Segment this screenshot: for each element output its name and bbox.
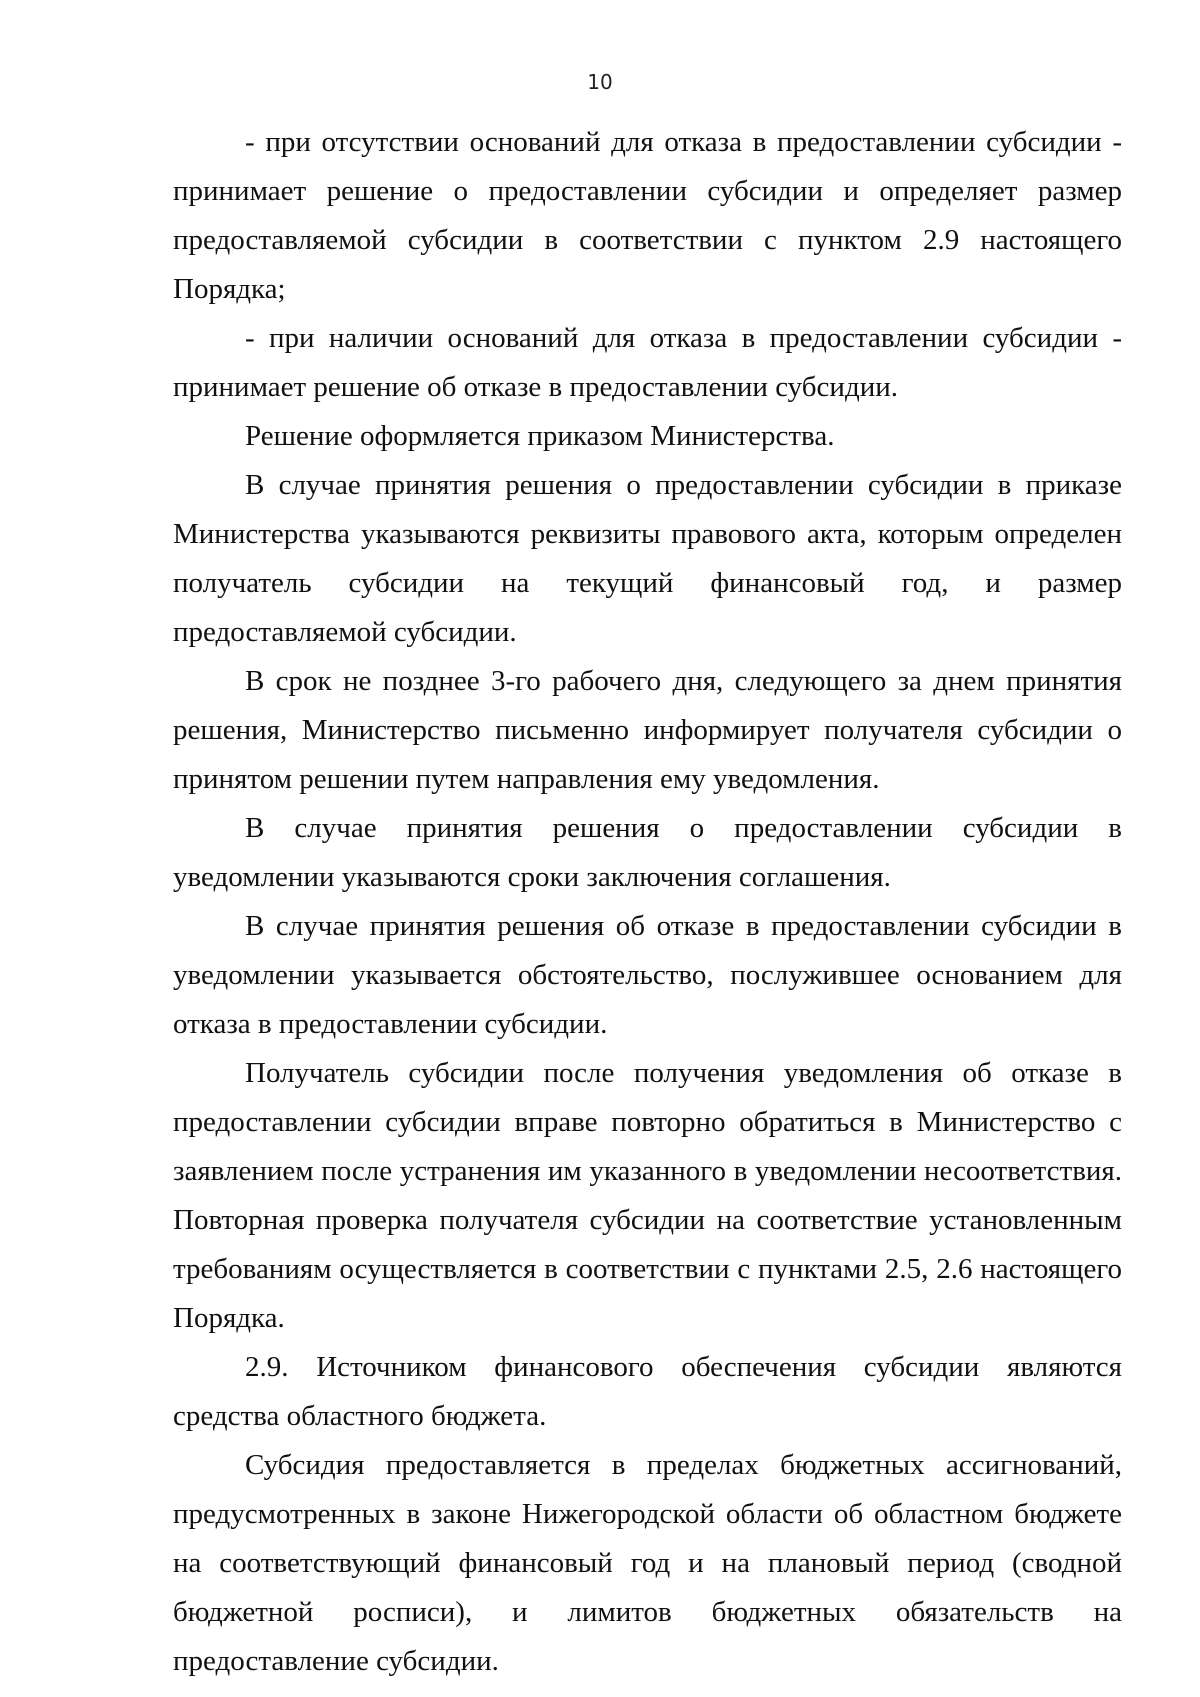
paragraph-refusal-absent: - при отсутствии оснований для отказа в предоставлении субсидии - принимает решение о предоставлении субсидии и определяет размер предоставляемой субсидии в соответствии с пунктом 2.9 настоящего Порядка; xyxy=(173,126,1122,305)
paragraph-refusal-present: - при наличии оснований для отказа в предоставлении субсидии - принимает решение об отказе в предоставлении субсидии. xyxy=(173,322,1122,403)
paragraph-order-details: В случае принятия решения о предоставлении субсидии в приказе Министерства указываются реквизиты правового акта, которым определен получатель субсидии на текущий финансовый год, и размер предоставляемой субсидии. xyxy=(173,469,1122,648)
paragraph-funding-source: 2.9. Источником финансового обеспечения субсидии являются средства областного бюджета. xyxy=(173,1351,1122,1432)
paragraph-agreement-terms: В случае принятия решения о предоставлении субсидии в уведомлении указываются сроки заключения соглашения. xyxy=(173,812,1122,893)
paragraph-refusal-reason: В случае принятия решения об отказе в предоставлении субсидии в уведомлении указывается обстоятельство, послужившее основанием для отказа в предоставлении субсидии. xyxy=(173,910,1122,1040)
paragraph-decision-order: Решение оформляется приказом Министерства. xyxy=(245,420,835,452)
paragraph-budget-limits: Субсидия предоставляется в пределах бюджетных ассигнований, предусмотренных в законе Нижегородской области об областном бюджете на соответствующий финансовый год и на плановый период (сводной бюджетной росписи), и лимитов бюджетных обязательств на предоставление субсидии. xyxy=(173,1449,1122,1677)
document-body xyxy=(173,118,1122,1686)
paragraph-notification-deadline: В срок не позднее 3-го рабочего дня, следующего за днем принятия решения, Министерство письменно информирует получателя субсидии о принятом решении путем направления ему уведомления. xyxy=(173,665,1122,795)
page-number: 10 xyxy=(587,70,613,94)
paragraph-reapplication: Получатель субсидии после получения уведомления об отказе в предоставлении субсидии вправе повторно обратиться в Министерство с заявлением после устранения им указанного в уведомлении несоответствия. Повторная проверка получателя субсидии на соответствие установленным требованиям осуществляется в соответствии с пунктами 2.5, 2.6 настоящего Порядка. xyxy=(173,1057,1122,1334)
